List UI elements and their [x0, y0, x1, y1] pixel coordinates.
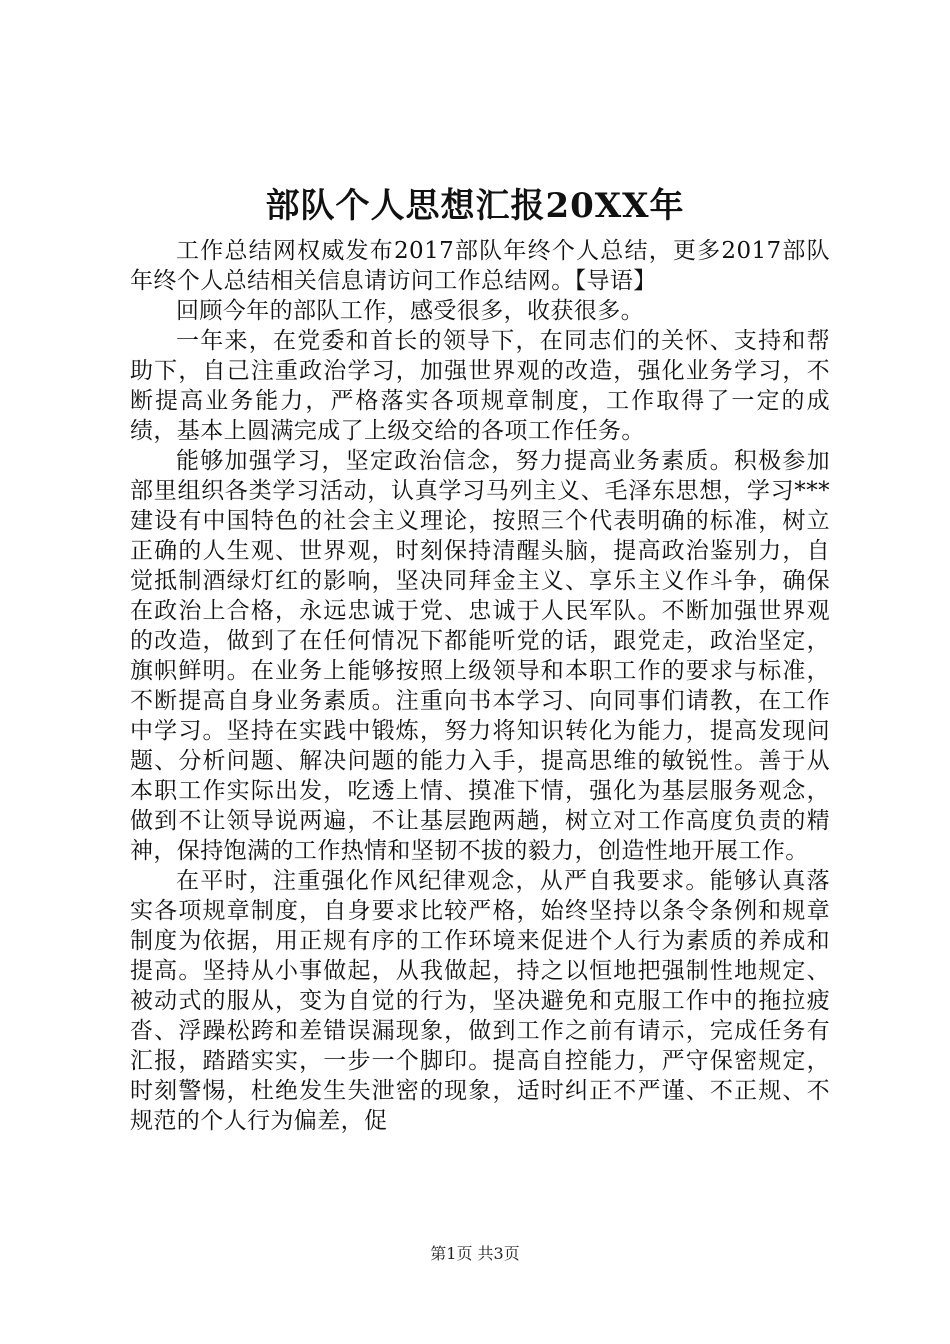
- paragraph-discipline: 在平时，注重强化作风纪律观念，从严自我要求。能够认真落实各项规章制度，自身要求比较严格，始终坚持以条令条例和规章制度为依据，用正规有序的工作环境来促进个人行为素质的养成和提高。坚持从小事做起，从我做起，持之以恒地把强制性地规定、被动式的服从，变为自觉的行为，坚决避免和克服工作中的拖拉疲沓、浮躁松跨和差错误漏现象，做到工作之前有请示，完成任务有汇报，踏踏实实，一步一个脚印。提高自控能力，严守保密规定，时刻警惕，杜绝发生失泄密的现象，适时纠正不严谨、不正规、不规范的个人行为偏差，促: [130, 868, 830, 1134]
- page-number-footer: 第1页 共3页: [430, 1244, 520, 1263]
- document-body: [130, 236, 830, 1136]
- paragraph-year-summary: 一年来，在党委和首长的领导下，在同志们的关怀、支持和帮助下，自己注重政治学习，加强世界观的改造，强化业务学习，不断提高业务能力，严格落实各项规章制度，工作取得了一定的成绩，基本上圆满完成了上级交给的各项工作任务。: [130, 328, 830, 444]
- document-title: 部队个人思想汇报20XX年: [265, 186, 685, 226]
- paragraph-review: 回顾今年的部队工作，感受很多，收获很多。: [176, 298, 644, 324]
- paragraph-study: 能够加强学习，坚定政治信念，努力提高业务素质。积极参加部里组织各类学习活动，认真学习马列主义、毛泽东思想，学习***建设有中国特色的社会主义理论，按照三个代表明确的标准，树立正确的人生观、世界观，时刻保持清醒头脑，提高政治鉴别力，自觉抵制酒绿灯红的影响，坚决同拜金主义、享乐主义作斗争，确保在政治上合格，永远忠诚于党、忠诚于人民军队。不断加强世界观的改造，做到了在任何情况下都能听党的话，跟党走，政治坚定，旗帜鲜明。在业务上能够按照上级领导和本职工作的要求与标准，不断提高自身业务素质。注重向书本学习、向同事们请教，在工作中学习。坚持在实践中锻炼，努力将知识转化为能力，提高发现问题、分析问题、解决问题的能力入手，提高思维的敏锐性。善于从本职工作实际出发，吃透上情、摸准下情，强化为基层服务观念，做到不让领导说两遍，不让基层跑两趟，树立对工作高度负责的精神，保持饱满的工作热情和坚韧不拔的毅力，创造性地开展工作。: [130, 448, 830, 864]
- paragraph-intro: 工作总结网权威发布2017部队年终个人总结，更多2017部队年终个人总结相关信息请访问工作总结网。【导语】: [130, 238, 830, 294]
